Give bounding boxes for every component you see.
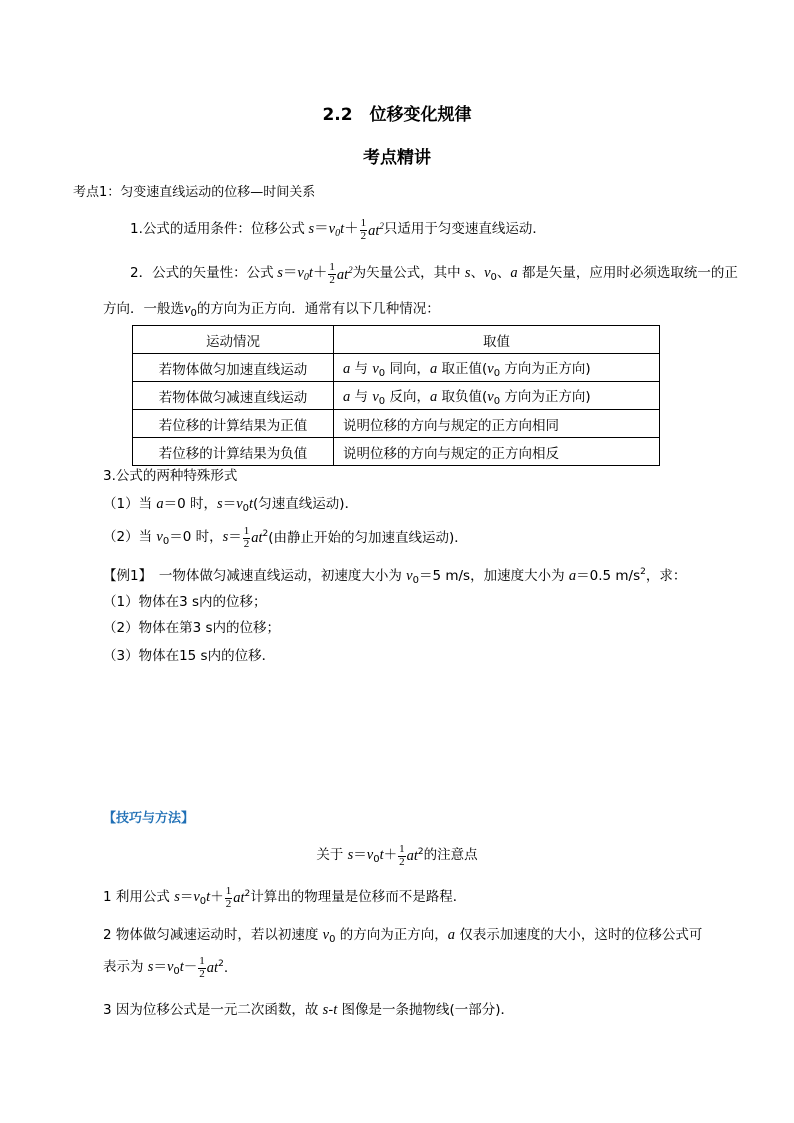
fraction-half-5: $\frac{1}{2}$	[225, 884, 232, 910]
special-item-2: （2）当 $v_0=0$ 时，s＝ $\frac{1}{2}$ $at^2$(由静止开始的匀加速直线运动)．	[103, 524, 468, 550]
formula-at2-2: $at^2$	[336, 264, 353, 283]
tip-2-line2: 表示为 $s=v_0t-$ $\frac{1}{2}$ $at^2$.	[103, 954, 229, 980]
table-row	[133, 382, 660, 410]
tips-label: 【技巧与方法】	[103, 811, 195, 826]
special-heading: 3.公式的两种特殊形式	[103, 468, 238, 484]
p2-vars: s、$v_0$、a	[464, 264, 518, 283]
example-question-3: （3）物体在15 s内的位移．	[103, 648, 276, 664]
page-title: 2.2 位移变化规律	[322, 105, 472, 125]
section-subtitle: 考点精讲	[363, 148, 431, 168]
fraction-half-2: $\frac{1}{2}$	[329, 260, 335, 286]
p2-mid: 为矢量公式，其中	[352, 265, 461, 282]
fraction-half-6: $\frac{1}{2}$	[199, 954, 205, 980]
tip-1: 1 利用公式 $s=v_0t+$ $\frac{1}{2}$ $at^2$ 计算出的物理量是位移而不是路程．	[103, 884, 467, 910]
fraction-half: $\frac{1}{2}$	[360, 216, 367, 242]
example-label: 【例1】	[103, 568, 146, 584]
paragraph-2-line2: 方向．一般选$v_0$的方向为正方向．通常有以下几种情况：	[103, 301, 440, 319]
table-cell: 若物体做匀加速直线运动	[133, 354, 334, 382]
example-question-2: （2）物体在第3 s内的位移；	[103, 620, 281, 636]
p1-prefix: 1.公式的适用条件：位移公式	[130, 221, 305, 238]
special-item-1: （1）当 a＝0 时，$s=v_0t$(匀速直线运动)．	[103, 496, 359, 514]
table-row	[133, 410, 660, 438]
p2-suffix: 都是矢量，应用时必须选取统一的正	[521, 265, 738, 282]
kaodian-heading: 考点1：匀变速直线运动的位移—时间关系	[73, 185, 316, 200]
fraction-half-4: $\frac{1}{2}$	[399, 842, 405, 868]
formula-s-2: $s=v_0t+$	[277, 264, 328, 283]
p1-suffix: 只适用于匀变速直线运动．	[383, 221, 546, 238]
table-cell: 说明位移的方向与规定的正方向相反	[334, 438, 660, 466]
table-cell: 若物体做匀减速直线运动	[133, 382, 334, 410]
table-header-cell: 运动情况	[133, 326, 334, 354]
formula-s: $s=v_0t+$	[308, 220, 359, 239]
tips-center-line: 关于 $s=v_0t+$ $\frac{1}{2}$ $at^2$ 的注意点	[316, 842, 478, 868]
table-cell: a 与 $v_0$ 同向，a 取正值($v_0$ 方向为正方向)	[334, 354, 660, 382]
table-cell: 若位移的计算结果为负值	[133, 438, 334, 466]
p2-prefix: 2．公式的矢量性：公式	[130, 265, 274, 282]
table-row	[133, 354, 660, 382]
paragraph-2	[130, 258, 738, 290]
formula-at2: $at^2$	[368, 220, 384, 239]
tip-3: 3 因为位移公式是一元二次函数，故 s-t 图像是一条抛物线(一部分)．	[103, 1002, 515, 1018]
table-header-row	[133, 326, 660, 354]
table-cell: 说明位移的方向与规定的正方向相同	[334, 410, 660, 438]
table-header-cell: 取值	[334, 326, 660, 354]
table-cell: a 与 $v_0$ 反向，a 取负值($v_0$ 方向为正方向)	[334, 382, 660, 410]
values-table	[132, 325, 660, 466]
table-row	[133, 438, 660, 466]
fraction-half-3: $\frac{1}{2}$	[243, 524, 250, 550]
example-question-1: （1）物体在3 s内的位移；	[103, 594, 267, 610]
paragraph-1	[130, 214, 546, 246]
example-1: 【例1】 一物体做匀减速直线运动，初速度大小为 $v_0=5$ m/s，加速度大小为 a＝0.5 $m/s^2$，求：	[103, 567, 687, 586]
table-cell: 若位移的计算结果为正值	[133, 410, 334, 438]
tip-2: 2 物体做匀减速运动时，若以初速度 $v_0$ 的方向为正方向，a 仅表示加速度的大小，这时的位移公式可	[103, 927, 703, 945]
